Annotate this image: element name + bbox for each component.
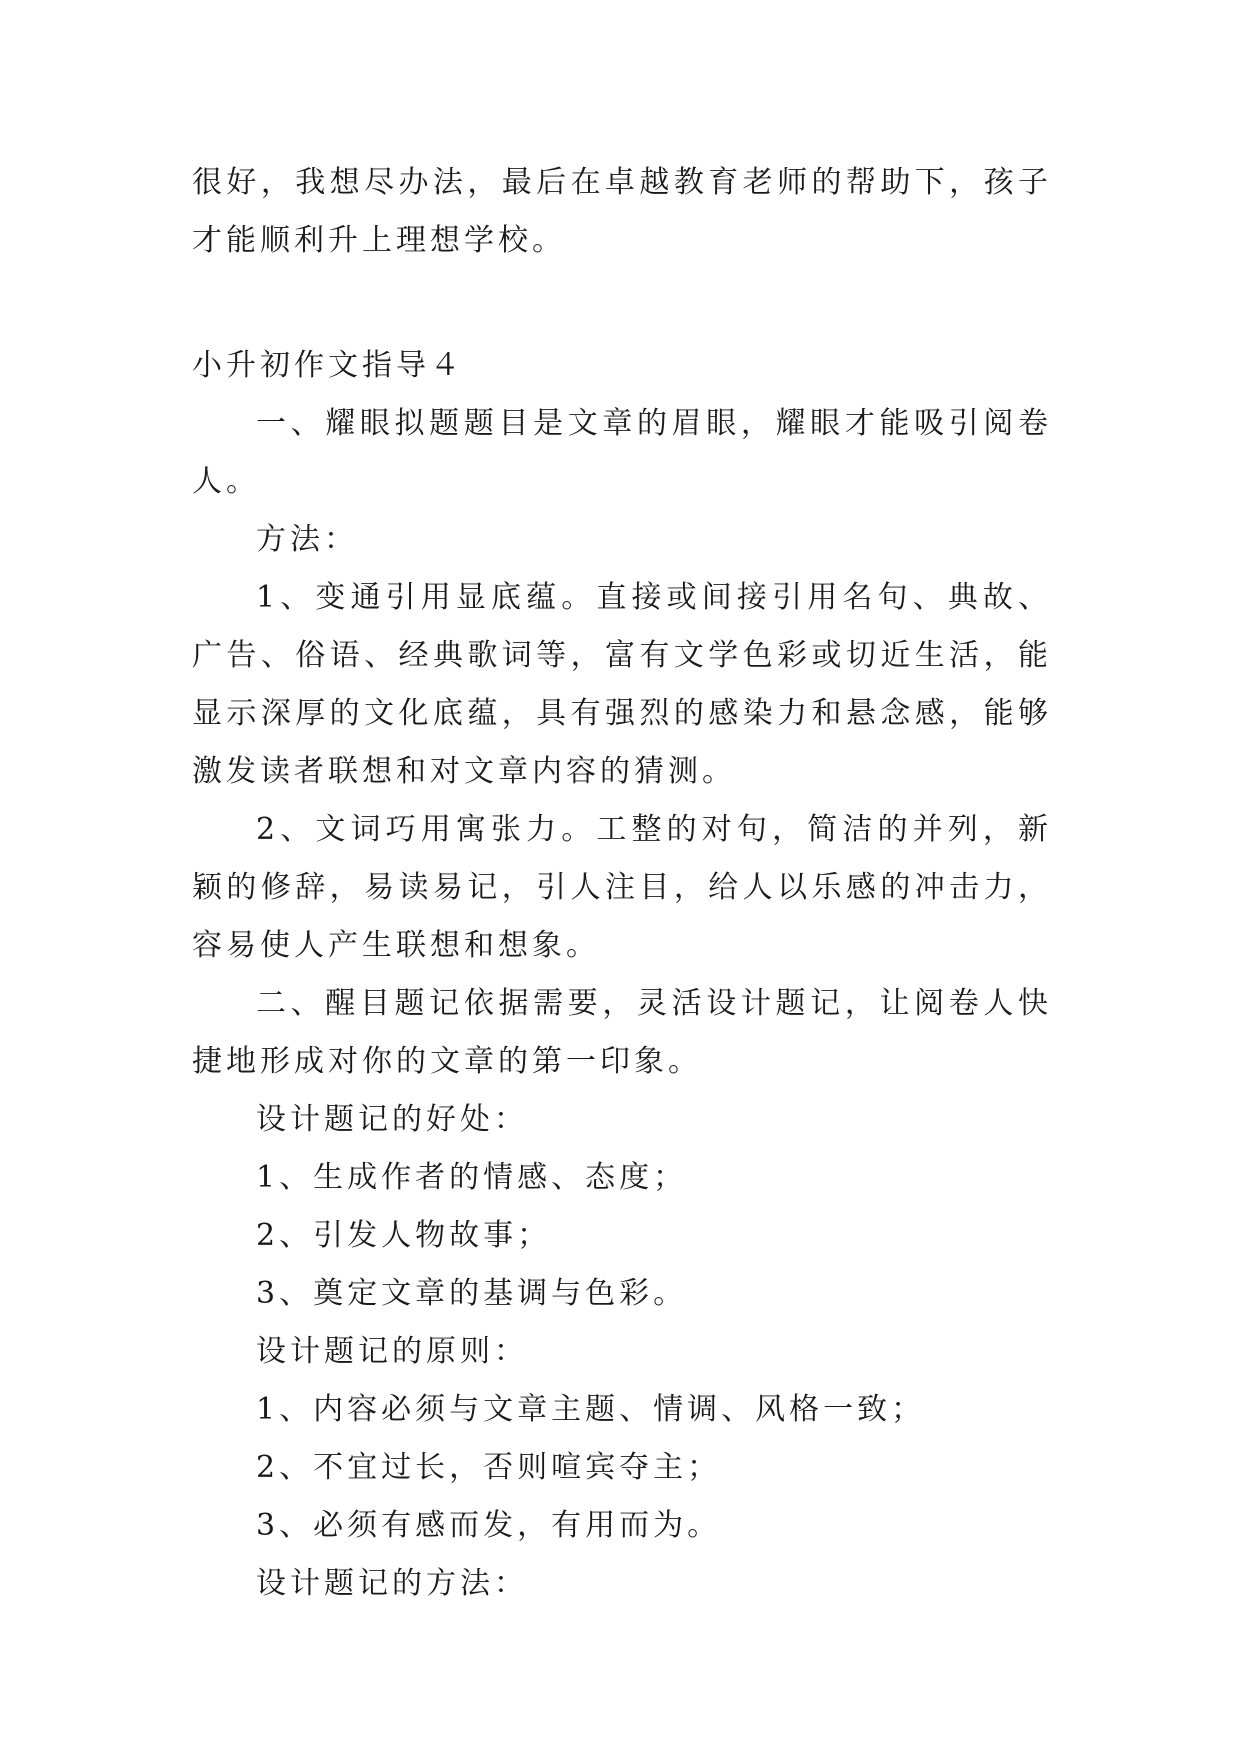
paragraph-8: 2、引发人物故事；: [256, 1218, 552, 1253]
section-title: 小升初作文指导４: [192, 348, 464, 383]
paragraph-4: 2、文词巧用寓张力。工整的对句，简洁的并列，新颖的修辞，易读易记，引人注目，给人以乐感的冲击力，容易使人产生联想和想象。: [192, 812, 1052, 963]
paragraph-2: 方法：: [256, 522, 358, 557]
paragraph-13: 3、必须有感而发，有用而为。: [256, 1508, 722, 1543]
paragraph-12: 2、不宜过长，否则喧宾夺主；: [256, 1450, 722, 1485]
document-body: [192, 154, 1052, 1613]
paragraph-9: 3、奠定文章的基调与色彩。: [256, 1276, 688, 1311]
paragraph-1: 一、耀眼拟题题目是文章的眉眼，耀眼才能吸引阅卷人。: [192, 406, 1052, 499]
paragraph-3: 1、变通引用显底蕴。直接或间接引用名句、典故、广告、俗语、经典歌词等，富有文学色彩或切近生活，能显示深厚的文化底蕴，具有强烈的感染力和悬念感，能够激发读者联想和对文章内容的猜测。: [192, 580, 1052, 789]
intro-paragraph: 很好，我想尽办法，最后在卓越教育老师的帮助下，孩子才能顺利升上理想学校。: [192, 165, 1052, 258]
paragraph-11: 1、内容必须与文章主题、情调、风格一致；: [256, 1392, 926, 1427]
paragraph-14: 设计题记的方法：: [256, 1566, 528, 1601]
paragraph-7: 1、生成作者的情感、态度；: [256, 1160, 688, 1195]
paragraph-5: 二、醒目题记依据需要，灵活设计题记，让阅卷人快捷地形成对你的文章的第一印象。: [192, 986, 1052, 1079]
paragraph-6: 设计题记的好处：: [256, 1102, 528, 1137]
paragraph-10: 设计题记的原则：: [256, 1334, 528, 1369]
